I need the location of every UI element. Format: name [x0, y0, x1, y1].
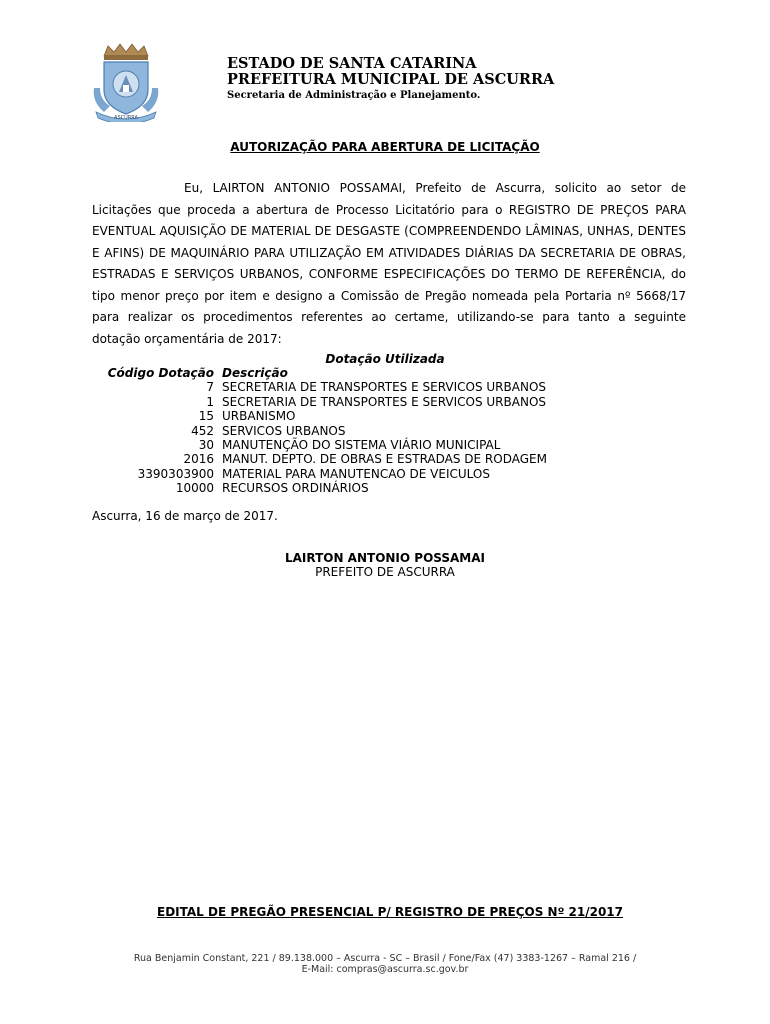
footer-address: Rua Benjamin Constant, 221 / 89.138.000 – Ascurra - SC – Brasil / Fone/Fax (47) 3383-1267 – Ramal 216 / [133, 953, 637, 964]
column-header-description: Descrição [222, 366, 288, 380]
dotacao-title: Dotação Utilizada [325, 352, 445, 366]
dotacao-code: 10000 [175, 481, 214, 496]
department-name: Secretaria de Administração e Planejamento. [227, 90, 481, 101]
table-row [92, 438, 547, 452]
dotacao-code: 3390303900 [137, 466, 214, 481]
dotacao-table [92, 366, 547, 496]
table-row [92, 424, 547, 438]
dotacao-code: 30 [198, 438, 214, 453]
dotacao-code: 2016 [183, 452, 214, 467]
column-header-code: Código Dotação [107, 366, 214, 380]
dotacao-description: MANUTENÇÃO DO SISTEMA VIÁRIO MUNICIPAL [222, 438, 501, 453]
municipality-name: PREFEITURA MUNICIPAL DE ASCURRA [227, 71, 555, 88]
coat-of-arms-logo [90, 42, 162, 122]
authorization-paragraph [92, 178, 686, 350]
dotacao-code: 7 [206, 380, 214, 395]
svg-text:ASCURRA: ASCURRA [114, 115, 138, 121]
signer-name: LAIRTON ANTONIO POSSAMAI [284, 551, 486, 565]
date-line: Ascurra, 16 de março de 2017. [92, 509, 278, 523]
dotacao-code: 15 [198, 409, 214, 424]
dotacao-description: SERVICOS URBANOS [222, 423, 346, 438]
dotacao-code: 1 [206, 394, 214, 409]
letterhead [227, 56, 554, 103]
table-row [92, 481, 547, 495]
table-row [92, 395, 547, 409]
table-row [92, 409, 547, 423]
table-row [92, 380, 547, 394]
dotacao-description: MATERIAL PARA MANUTENCAO DE VEICULOS [222, 466, 490, 481]
document-title: AUTORIZAÇÃO PARA ABERTURA DE LICITAÇÃO [230, 140, 540, 154]
dotacao-description: SECRETARIA DE TRANSPORTES E SERVICOS URBANOS [222, 380, 546, 395]
signature-block [0, 551, 770, 579]
dotacao-description: MANUT. DEPTO. DE OBRAS E ESTRADAS DE RODAGEM [222, 452, 547, 467]
dotacao-description: SECRETARIA DE TRANSPORTES E SERVICOS URBANOS [222, 394, 546, 409]
footer [0, 953, 770, 975]
signer-role: PREFEITO DE ASCURRA [315, 565, 455, 579]
dotacao-description: RECURSOS ORDINÁRIOS [222, 481, 369, 496]
footer-email: E-Mail: compras@ascurra.sc.gov.br [301, 964, 469, 975]
dotacao-rows [92, 380, 547, 495]
authorization-text: Eu, LAIRTON ANTONIO POSSAMAI, Prefeito de Ascurra, solicito ao setor de Licitações que proceda a abertura de Processo Licitatório para o REGISTRO DE PREÇOS PARA EVENTUAL AQUISIÇÃO DE MATERIAL DE DESGASTE (COMPREENDENDO LÂMINAS, UNHAS, DENTES E AFINS) DE MAQUINÁRIO PARA UTILIZAÇÃO EM ATIVIDADES DIÁRIAS DA SECRETARIA DE OBRAS, ESTRADAS E SERVIÇOS URBANOS, CONFORME ESPECIFICAÇÕES DO TERMO DE REFERÊNCIA, do tipo menor preço por item e designo a Comissão de Pregão nomeada pela Portaria nº 5668/17 para realizar os procedimentos referentes ao certame, utilizando-se para tanto a seguinte dotação orçamentária de 2017: [92, 181, 686, 346]
edital-reference: EDITAL DE PREGÃO PRESENCIAL P/ REGISTRO DE PREÇOS Nº 21/2017 [157, 905, 623, 919]
dotacao-description: URBANISMO [222, 409, 296, 424]
table-row [92, 452, 547, 466]
state-name: ESTADO DE SANTA CATARINA [227, 55, 477, 72]
table-row [92, 467, 547, 481]
table-header-row [92, 366, 547, 380]
dotacao-code: 452 [191, 423, 214, 438]
